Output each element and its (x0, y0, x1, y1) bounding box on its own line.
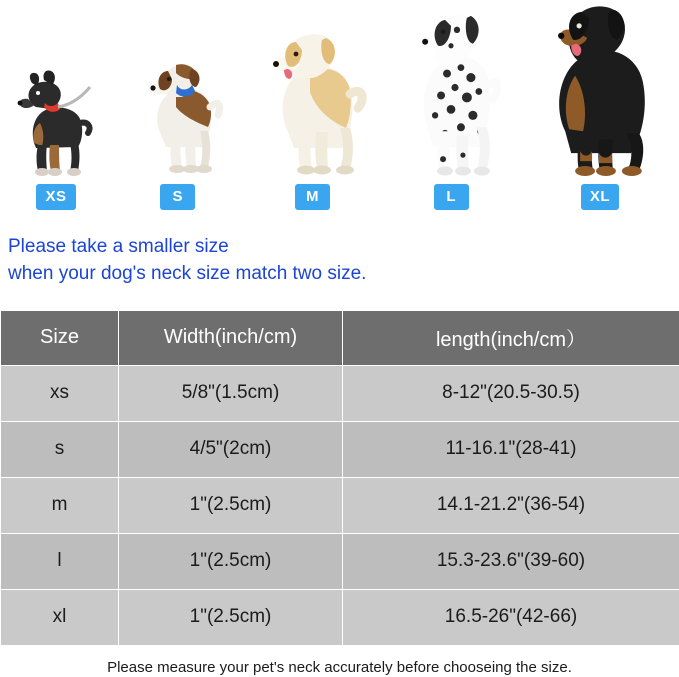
size-badge-l: L (434, 184, 469, 210)
measure-footnote: Please measure your pet's neck accurately before chooseing the size. (107, 658, 572, 676)
cell-length: 16.5-26"(42-66) (343, 589, 679, 645)
size-badge-m: M (295, 184, 330, 210)
header-length: length(inch/cm） (343, 310, 679, 365)
dog-cell-s (132, 0, 224, 210)
dog-cell-xs (14, 0, 98, 210)
size-badge-xs: XS (36, 184, 75, 210)
sizing-note (0, 210, 679, 288)
dog-size-illustrations (0, 0, 679, 210)
sizing-note-line-2: when your dog's neck size match two size. (8, 262, 367, 284)
beagle-icon (132, 27, 224, 177)
cell-width: 5/8"(1.5cm) (119, 365, 343, 421)
size-badge-s: S (160, 184, 195, 210)
size-table (0, 310, 679, 646)
size-badge-xl: XL (581, 184, 619, 210)
table-row (1, 365, 679, 421)
dalmatian-icon (401, 0, 501, 177)
table-row (1, 589, 679, 645)
cell-width: 4/5"(2cm) (119, 421, 343, 477)
black-tan-puppy-icon (14, 47, 98, 177)
table-row (1, 533, 679, 589)
dog-cell-xl (535, 0, 665, 210)
cell-length: 14.1-21.2"(36-54) (343, 477, 679, 533)
rottweiler-icon (535, 0, 665, 177)
golden-retriever-icon (258, 12, 368, 177)
table-header-row (1, 310, 679, 365)
cell-size: s (1, 421, 119, 477)
cell-size: xs (1, 365, 119, 421)
dog-cell-m (258, 0, 368, 210)
table-row (1, 477, 679, 533)
cell-size: xl (1, 589, 119, 645)
dog-cell-l (401, 0, 501, 210)
cell-size: l (1, 533, 119, 589)
header-width: Width(inch/cm) (119, 310, 343, 365)
cell-width: 1"(2.5cm) (119, 477, 343, 533)
sizing-note-line-1: Please take a smaller size (8, 236, 229, 257)
cell-length: 15.3-23.6"(39-60) (343, 533, 679, 589)
table-row (1, 421, 679, 477)
cell-length: 11-16.1"(28-41) (343, 421, 679, 477)
cell-width: 1"(2.5cm) (119, 589, 343, 645)
header-size: Size (1, 310, 119, 365)
cell-width: 1"(2.5cm) (119, 533, 343, 589)
cell-length: 8-12"(20.5-30.5) (343, 365, 679, 421)
cell-size: m (1, 477, 119, 533)
